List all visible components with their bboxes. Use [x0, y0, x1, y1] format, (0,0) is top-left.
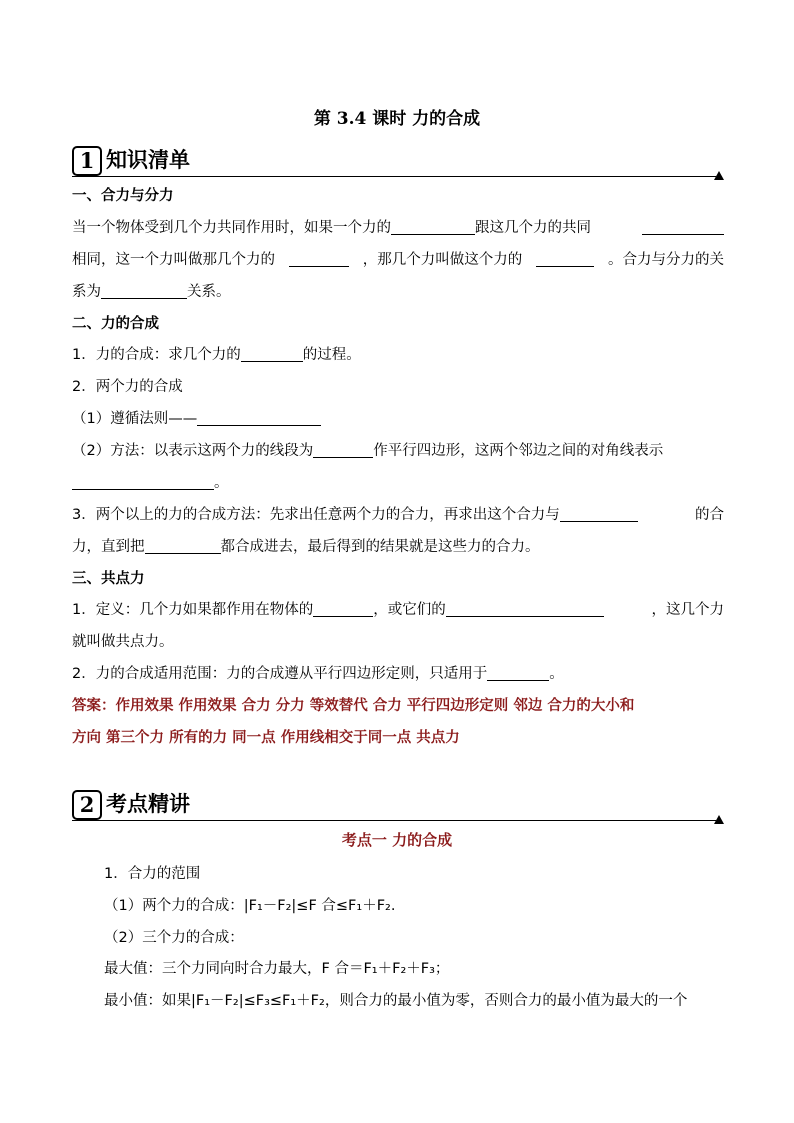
text-line: 1．合力的范围 [104, 866, 201, 882]
fill-blank [313, 441, 373, 458]
text-line: （2）方法：以表示这两个力的线段为 作平行四边形，这两个邻边之间的对角线表示 [72, 443, 664, 459]
fill-blank [313, 600, 373, 617]
section-rule [72, 820, 716, 821]
formula-line: （1）两个力的合成：|F₁－F₂|≤F 合≤F₁＋F₂. [104, 898, 396, 914]
text-line: 相同，这一个力叫做那几个力的 ，那几个力叫做这个力的 。合力与分力的关 [72, 252, 724, 268]
text-line: 当一个物体受到几个力共同作用时，如果一个力的 跟这几个力的共同 [72, 218, 724, 238]
section-rule [72, 176, 716, 177]
text-line: 力，直到把 都合成进去，最后得到的结果就是这些力的合力。 [72, 539, 540, 555]
fill-blank [642, 218, 724, 235]
section-number-badge: 2 [72, 790, 102, 820]
answer-line: 方向 第三个力 所有的力 同一点 作用线相交于同一点 共点力 [72, 730, 460, 746]
text-line: 系为 关系。 [72, 284, 231, 300]
fill-blank [241, 345, 303, 362]
text-line: 1．力的合成：求几个力的 的过程。 [72, 347, 361, 363]
formula-line: 最小值：如果|F₁－F₂|≤F₃≤F₁＋F₂，则合力的最小值为零，否则合力的最小值为最大的一个 [104, 993, 688, 1009]
fill-blank [391, 218, 475, 235]
text-line: 2．力的合成适用范围：力的合成遵从平行四边形定则，只适用于 。 [72, 666, 564, 682]
fill-blank [145, 537, 221, 554]
page-title: 第 3.4 课时 力的合成 [313, 109, 481, 129]
section-header-key-points [72, 786, 724, 822]
section-label: 知识清单 [106, 148, 190, 172]
fill-blank [446, 600, 604, 617]
text-line: 1．定义：几个力如果都作用在物体的 ，或它们的 ，这几个力 [72, 602, 724, 618]
text-line: （1）遵循法则—— [72, 409, 321, 429]
heading-resultant-and-components: 一、合力与分力 [72, 188, 174, 204]
text-line: 就叫做共点力。 [72, 634, 174, 650]
text-line: 3．两个以上的力的合成方法：先求出任意两个力的合力，再求出这个合力与 的合 [72, 507, 724, 523]
triangle-marker-icon [714, 815, 724, 824]
fill-blank [487, 664, 549, 681]
section-label: 考点精讲 [106, 792, 190, 816]
fill-blank [560, 505, 638, 522]
formula-line: 最大值：三个力同向时合力最大，F 合＝F₁＋F₂＋F₃； [104, 961, 450, 977]
section-header-knowledge [72, 142, 724, 178]
fill-blank [101, 282, 187, 299]
section-number-badge: 1 [72, 146, 102, 176]
text-line: （2）三个力的合成： [104, 930, 244, 946]
text-line: 。 [72, 473, 229, 493]
fill-blank [289, 250, 349, 267]
key-point-heading: 考点一 力的合成 [341, 831, 453, 849]
triangle-marker-icon [714, 171, 724, 180]
fill-blank [72, 473, 214, 490]
answer-line: 答案：作用效果 作用效果 合力 分力 等效替代 合力 平行四边形定则 邻边 合力的大小和 [72, 698, 635, 714]
fill-blank [536, 250, 594, 267]
text-line: 2．两个力的合成 [72, 379, 183, 395]
fill-blank [197, 409, 321, 426]
heading-force-composition: 二、力的合成 [72, 316, 159, 332]
heading-concurrent-forces: 三、共点力 [72, 571, 145, 587]
